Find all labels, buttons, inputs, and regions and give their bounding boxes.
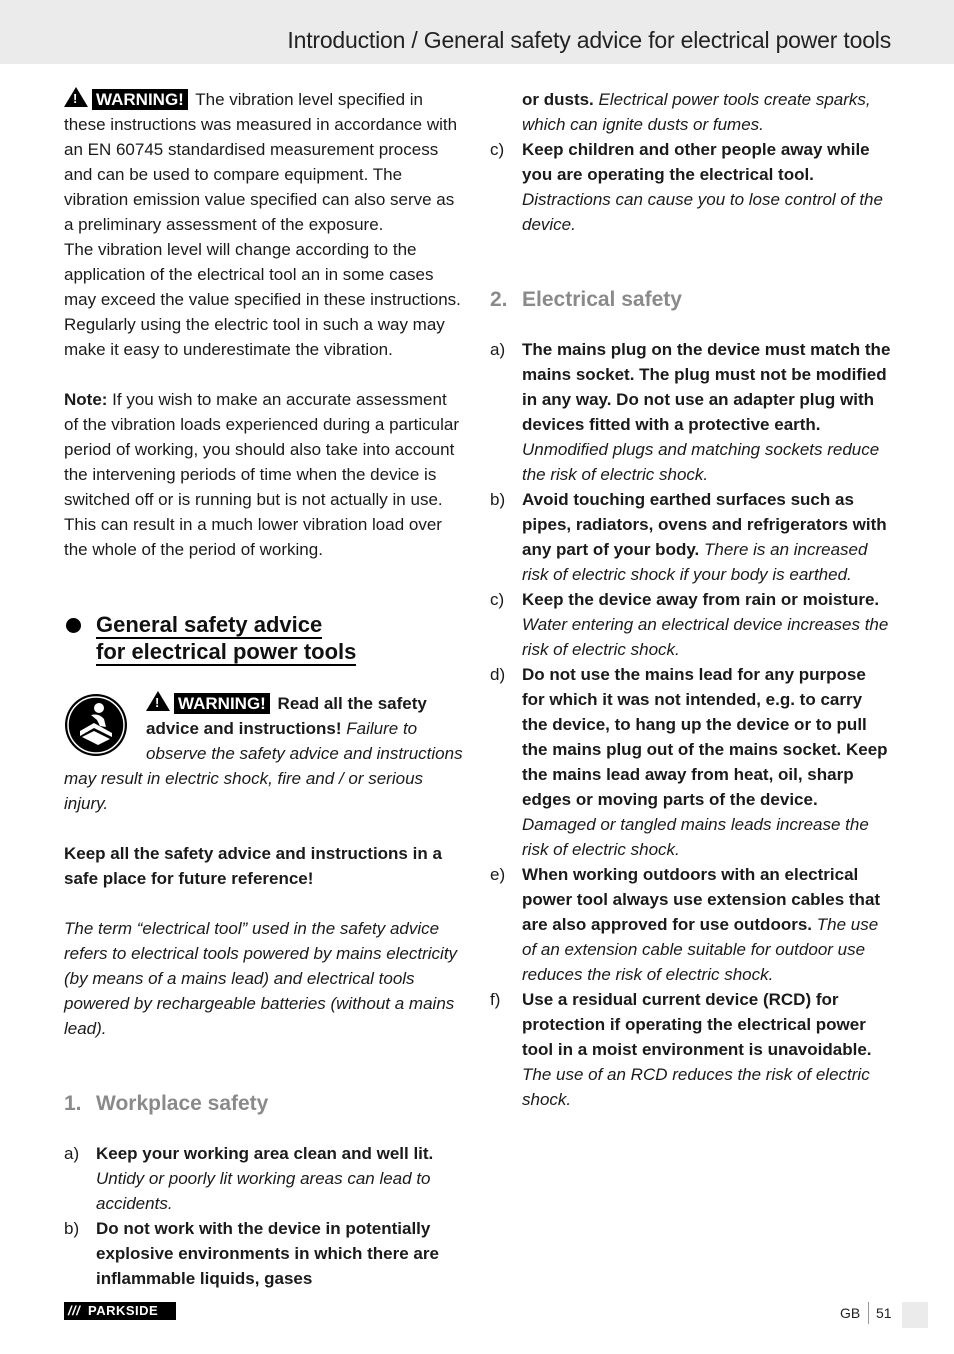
warning2-italic-cont: may result in electric shock, fire and / or serious injury. — [64, 769, 424, 813]
page-number: 51 — [876, 1305, 892, 1321]
section-heading-line-2: for electrical power tools — [96, 639, 357, 664]
list-item — [64, 1216, 464, 1291]
vibration-warning — [64, 87, 464, 237]
list-item-label: d) — [490, 665, 506, 684]
right-column — [490, 87, 892, 1112]
bullet-dot-icon — [66, 618, 81, 633]
footer-divider — [868, 1302, 869, 1324]
list-item-italic: Untidy or poorly lit working areas can lead to accidents. — [96, 1169, 431, 1213]
list-item-bold: Keep your working area clean and well lit. — [96, 1144, 434, 1163]
list-item-italic: There is an increased risk of electric shock if your body is earthed. — [522, 540, 868, 584]
list-item-continued — [490, 87, 892, 137]
electrical-safety-heading — [490, 287, 892, 312]
vibration-text-2: The vibration level will change according to the application of the electrical tool an in some cases may exceed the value specified in these instructions. Regularly using the electric tool in such a way may make it easy to underestimate the vibration. — [64, 240, 461, 359]
list-item — [490, 987, 892, 1112]
list-item-label: f) — [490, 990, 501, 1009]
section-heading-line-1: General safety advice — [96, 612, 323, 637]
footer-tab — [902, 1302, 928, 1328]
list-item-label: e) — [490, 865, 506, 884]
list-item — [64, 1141, 464, 1216]
list-item-italic: The use of an extension cable suitable for outdoor use reduces the risk of electric shock. — [522, 915, 879, 984]
section-heading — [64, 612, 464, 666]
heading-number: 1. — [64, 1092, 82, 1115]
list-item-bold: Do not work with the device in potentially explosive environments in which there are inflammable liquids, gases — [96, 1219, 439, 1288]
workplace-safety-heading — [64, 1091, 464, 1116]
list-item-label: a) — [490, 340, 506, 359]
list-item-label: a) — [64, 1144, 80, 1163]
warning2-italic: Failure to observe the safety advice and instructions — [146, 719, 463, 763]
warning-triangle-icon — [146, 691, 170, 711]
page-title: Introduction / General safety advice for electrical power tools — [287, 27, 891, 53]
list-item — [490, 487, 892, 587]
warning2-bold: Read all the safety advice and instructions! — [146, 694, 427, 738]
list-item — [490, 587, 892, 662]
list-item-italic: The use of an RCD reduces the risk of electric shock. — [522, 1065, 870, 1109]
brand-name: PARKSIDE — [88, 1303, 159, 1318]
brand-logo — [64, 1302, 176, 1320]
read-instructions-block — [64, 691, 464, 816]
heading-title: Workplace safety — [96, 1092, 269, 1115]
list-item-bold: Use a residual current device (RCD) for protection if operating the electrical power tool in a moist environment is unavoidable. — [522, 990, 872, 1059]
left-column — [64, 87, 464, 1291]
list-item-bold: Keep the device away from rain or moisture. — [522, 590, 880, 609]
keep-advice-text: Keep all the safety advice and instructions in a safe place for future reference! — [64, 844, 442, 888]
list-item — [490, 337, 892, 487]
vibration-text-1: The vibration level specified in these instructions was measured in accordance with an EN 60745 standardised measurement process and can be used to compare equipment. The vibration emission value specified can also serve as a preliminary assessment of the exposure. — [64, 90, 458, 234]
list-item — [490, 862, 892, 987]
list-item-italic: Damaged or tangled mains leads increase the risk of electric shock. — [522, 815, 869, 859]
warning2-paragraph — [146, 691, 464, 766]
list-item-label: c) — [490, 140, 505, 159]
warning-badge: WARNING! — [92, 89, 188, 110]
list-item-italic: Water entering an electrical device increases the risk of electric shock. — [522, 615, 889, 659]
list-item-bold: The mains plug on the device must match the mains socket. The plug must not be modified in any way. Do not use an adapter plug with devices fitted with a protective earth. — [522, 340, 891, 434]
warning-triangle-icon — [64, 87, 88, 107]
list-item-bold: or dusts. — [522, 90, 594, 109]
brand-slashes: /// — [68, 1303, 81, 1318]
list-item-bold: Keep children and other people away while you are operating the electrical tool. — [522, 140, 870, 184]
list-item — [490, 662, 892, 862]
list-item-bold: When working outdoors with an electrical power tool always use extension cables that are also approved for use outdoors. — [522, 865, 881, 934]
read-manual-icon — [64, 693, 128, 757]
heading-number: 2. — [490, 288, 508, 311]
list-item-italic: Distractions can cause you to lose control of the device. — [522, 190, 883, 234]
note-label: Note: — [64, 390, 108, 409]
language-code: GB — [840, 1305, 861, 1321]
list-item-label: b) — [64, 1219, 80, 1238]
list-item-bold: Do not use the mains lead for any purpose for which it was not intended, e.g. to carry the device, to hang up the device or to pull the mains plug out of the mains socket. Keep the mains lead away from heat, oil, sharp edges or moving parts of the device. — [522, 665, 888, 809]
heading-title: Electrical safety — [522, 288, 682, 311]
list-item-bold: Avoid touching earthed surfaces such as pipes, radiators, ovens and refrigerators with any part of your body. — [522, 490, 887, 559]
note-paragraph — [64, 387, 464, 562]
list-item — [490, 137, 892, 237]
list-item-italic: Electrical power tools create sparks, which can ignite dusts or fumes. — [522, 90, 871, 134]
term-definition-text: The term “electrical tool” used in the safety advice refers to electrical tools powered by mains electricity (by means of a mains lead) and electrical tools powered by rechargeable batteries (without a mains lead). — [64, 919, 458, 1038]
warning-badge: WARNING! — [174, 693, 270, 714]
note-text: If you wish to make an accurate assessment of the vibration loads experienced during a particular period of working, you should also take into account the intervening periods of time when the device is switched off or is running but is not actually in use. This can result in a much lower vibration load over the whole of the period of working. — [64, 390, 460, 559]
list-item-label: c) — [490, 590, 505, 609]
list-item-label: b) — [490, 490, 506, 509]
list-item-italic: Unmodified plugs and matching sockets reduce the risk of electric shock. — [522, 440, 880, 484]
